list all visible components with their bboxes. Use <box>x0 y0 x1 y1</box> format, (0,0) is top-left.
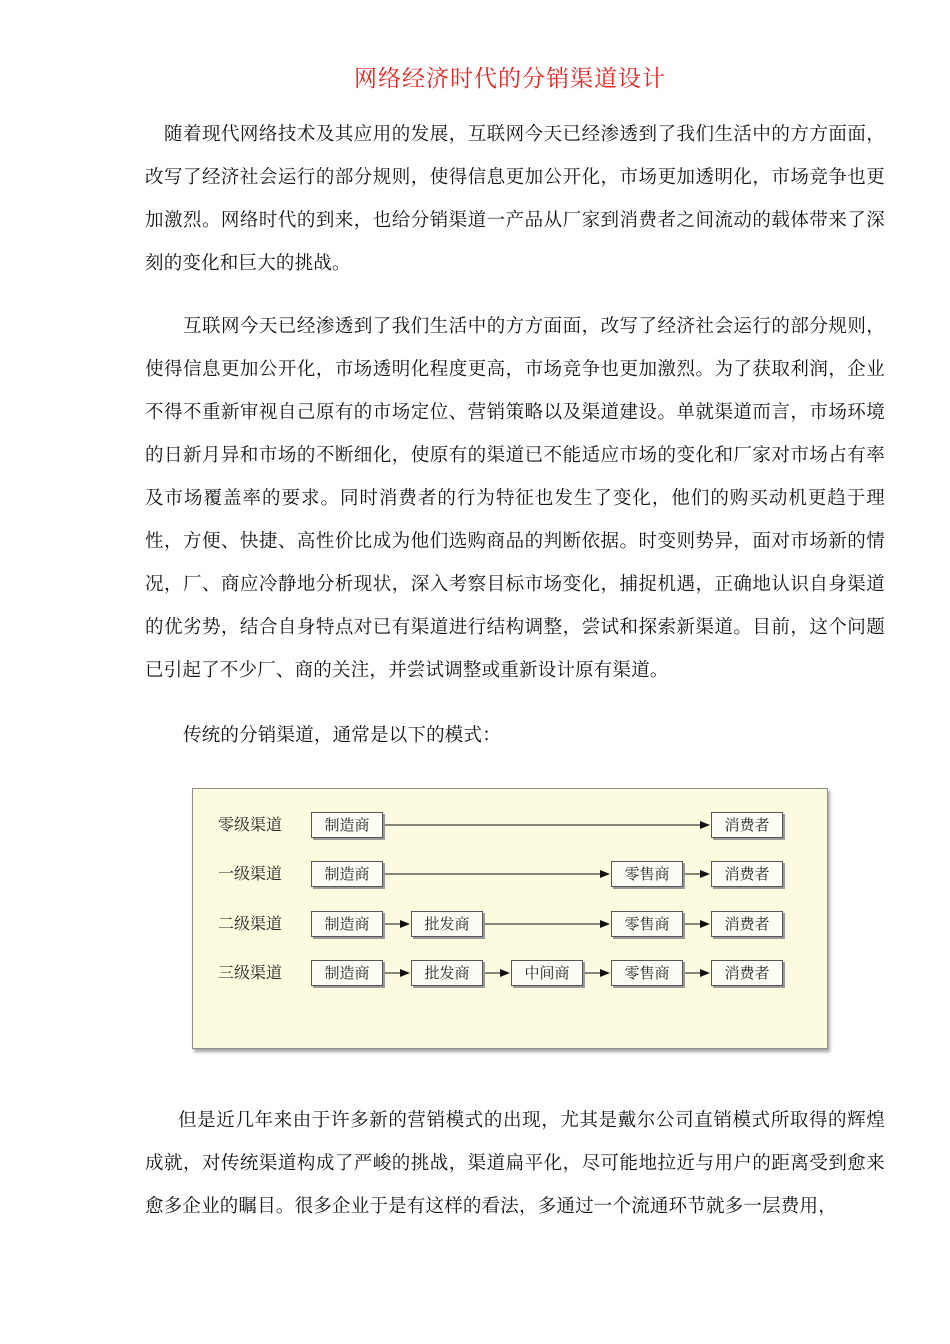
channel-node: 制造商 <box>311 812 383 838</box>
channel-node: 零售商 <box>611 861 683 887</box>
channel-node: 消费者 <box>711 861 783 887</box>
channel-row-label: 三级渠道 <box>218 963 283 982</box>
channel-node: 批发商 <box>411 960 483 986</box>
channel-row-label: 零级渠道 <box>218 815 283 834</box>
channel-node: 制造商 <box>311 861 383 887</box>
channel-node: 批发商 <box>411 911 483 937</box>
paragraph-traditional-channel: 传统的分销渠道，通常是以下的模式： <box>183 725 501 746</box>
channel-node: 中间商 <box>511 960 583 986</box>
channel-node: 制造商 <box>311 911 383 937</box>
page-title: 网络经济时代的分销渠道设计 <box>354 66 666 92</box>
channel-node: 零售商 <box>611 960 683 986</box>
channel-row-label: 二级渠道 <box>218 914 283 933</box>
paragraph-market-change: 互联网今天已经渗透到了我们生活中的方方面面，改写了经济社会运行的部分规则，使得信息更加公开化，市场透明化程度更高，市场竞争也更加激烈。为了获取利润，企业不得不重新审视自己原有的市场定位、营销策略以及渠道建设。单就渠道而言，市场环境的日新月异和市场的不断细化，使原有的渠道已不能适应市场的变化和厂家对市场占有率及市场覆盖率的要求。同时消费者的行为特征也发生了变化，他们的购买动机更趋于理性，方便、快捷、高性价比成为他们选购商品的判断依据。时变则势异，面对市场新的情况，厂、商应冷静地分析现状，深入考察目标市场变化，捕捉机遇，正确地认识自身渠道的优劣势，结合自身特点对已有渠道进行结构调整，尝试和探索新渠道。目前，这个问题已引起了不少厂、商的关注，并尝试调整或重新设计原有渠道。 <box>145 316 885 681</box>
channel-node: 消费者 <box>711 960 783 986</box>
channel-node: 消费者 <box>711 812 783 838</box>
channel-node: 制造商 <box>311 960 383 986</box>
channel-row-label: 一级渠道 <box>218 864 283 883</box>
channel-node: 消费者 <box>711 911 783 937</box>
channel-diagram <box>192 788 828 1049</box>
paragraph-new-channels: 但是近几年来由于许多新的营销模式的出现，尤其是戴尔公司直销模式所取得的辉煌成就，对传统渠道构成了严峻的挑战，渠道扁平化，尽可能地拉近与用户的距离受到愈来愈多企业的瞩目。很多企业于是有这样的看法，多通过一个流通环节就多一层费用， <box>145 1110 885 1217</box>
channel-node: 零售商 <box>611 911 683 937</box>
paragraph-intro: 随着现代网络技术及其应用的发展，互联网今天已经渗透到了我们生活中的方方面面，改写了经济社会运行的部分规则，使得信息更加公开化，市场更加透明化，市场竞争也更加激烈。网络时代的到来，也给分销渠道一产品从厂家到消费者之间流动的载体带来了深刻的变化和巨大的挑战。 <box>145 124 885 274</box>
